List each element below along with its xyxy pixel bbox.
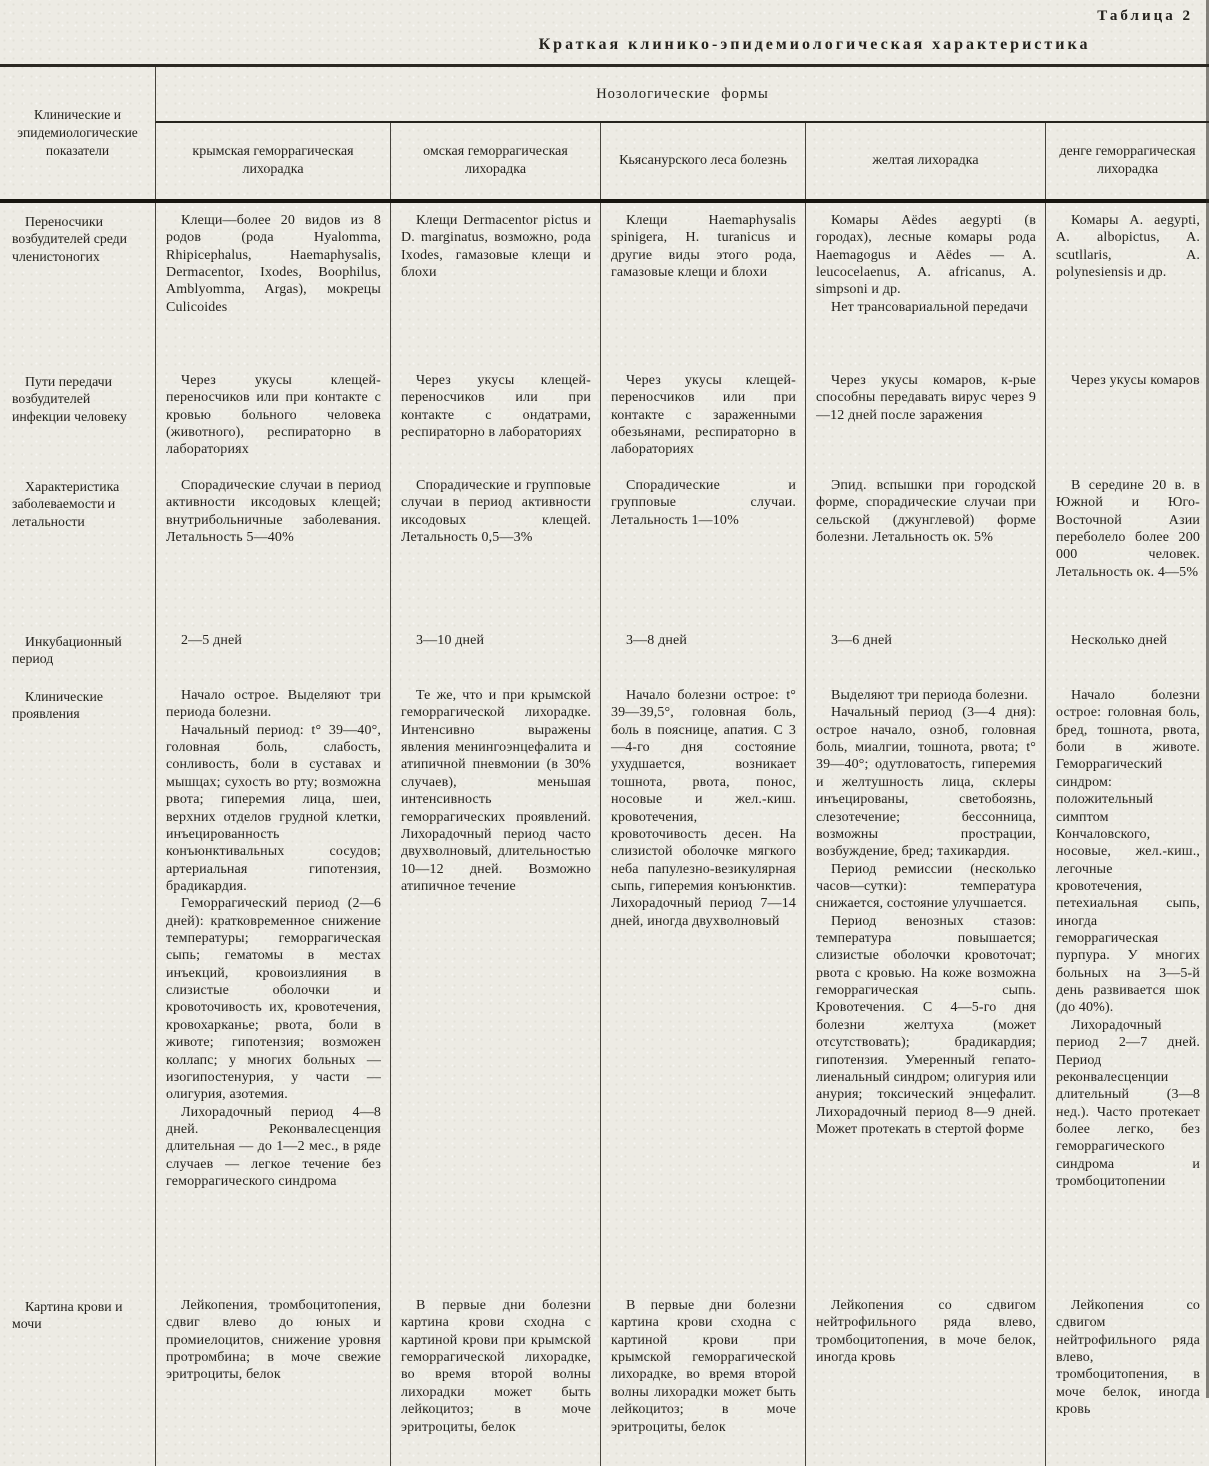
- cell: Через укусы комаров: [1045, 363, 1209, 468]
- page-title: Краткая клинико-эпидемиологическая характеристика: [538, 36, 1091, 53]
- cell: 2—5 дней: [155, 623, 390, 678]
- cell: Начало болезни острое: t° 39—39,5°, головная боль, боль в пояснице, апатия. С 3—4-го дня состояние ухудшается, возникает тошнота, рвота, понос, носовые и жел.-киш. кровотечения, кровоточивость десен. На слизистой оболочке мягкого неба папулезно-везикулярная сыпь, гиперемия конъюнктив. Лихорадочный период 7—14 дней, иногда двухволновый: [600, 678, 805, 1288]
- group-header: Нозологические формы: [155, 67, 1209, 123]
- column-header-yellow-fever: желтая лихорадка: [805, 123, 1045, 199]
- row-label: Клинические проявления: [12, 689, 103, 722]
- table-header: [0, 64, 1209, 203]
- table-row-transmission: [0, 363, 1209, 468]
- cell: Через укусы клещей-переносчиков или при контакте с зараженными обезьянами, респираторно в лабораториях: [600, 363, 805, 468]
- cell: Несколько дней: [1045, 623, 1209, 678]
- cell: Лейкопения, тромбоцитопения, сдвиг влево до юных и промиелоцитов, снижение уровня протромбина; в моче свежие эритроциты, белок: [155, 1288, 390, 1466]
- cell: Выделяют три периода болезни. Начальный период (3—4 дня): острое начало, озноб, головная боль, миалгии, тошнота, рвота; t° 39—40°; одутловатость, гиперемия и желтушность лица, склеры инъецированы, светобоязнь, слезотечение; бессонница, возможны прострации, возбуждение, бред; тахикардия. Период ремиссии (несколько часов—сутки): температура снижается, состояние улучшается. Период венозных стазов: температура повышается; слизистые оболочки кровоточат; рвота с кровью. На коже возможна геморрагическая сыпь. Кровотечения. С 4—5-го дня болезни желтуха (может отсутствовать); брадикардия; гипотензия. Умеренный гепато-лиенальный синдром; олигурия или анурия; токсический энцефалит. Лихорадочный период 8—9 дней. Может протекать в стертой форме: [805, 678, 1045, 1288]
- cell: 3—10 дней: [390, 623, 600, 678]
- cell: Клещи Haemaphysalis spinigera, H. turanicus и другие виды этого рода, гамазовые клещи и блохи: [600, 203, 805, 363]
- cell: В первые дни болезни картина крови сходна с картиной крови при крымской геморрагической лихорадке, во время второй волны лихорадки может быть лейкоцитоз; в моче эритроциты, белок: [600, 1288, 805, 1466]
- row-label: Картина крови и мочи: [12, 1299, 123, 1332]
- cell: Через укусы клещей-переносчиков или при контакте с ондатрами, респираторно в лабораториях: [390, 363, 600, 468]
- cell: 3—6 дней: [805, 623, 1045, 678]
- row-label: Инкубационный период: [12, 634, 122, 667]
- cell: Те же, что и при крымской геморрагической лихорадке. Интенсивно выражены явления менингоэнцефалита и атипичной пневмонии (в 30% случаев), меньшая интенсивность геморрагических проявлений. Лихорадочный период часто двухволновый, длительностью 10—12 дней. Возможно атипичное течение: [390, 678, 600, 1288]
- cell: В первые дни болезни картина крови сходна с картиной крови при крымской геморрагической лихорадке, во время второй волны лихорадки может быть лейкоцитоз; в моче эритроциты, белок: [390, 1288, 600, 1466]
- table-row-blood-urine: [0, 1288, 1209, 1466]
- cell: Через укусы комаров, к-рые способны передавать вирус через 9—12 дней после заражения: [805, 363, 1045, 468]
- table-row-clinical: [0, 678, 1209, 1288]
- cell: Лейкопения со сдвигом нейтрофильного ряда влево, тромбоцитопения, в моче белок, иногда кровь: [1045, 1288, 1209, 1466]
- column-header-dengue: денге геморрагическая лихорадка: [1045, 123, 1209, 199]
- comparison-table: [0, 64, 1209, 1466]
- cell: Эпид. вспышки при городской форме, спорадические случаи при сельской (джунглевой) форме болезни. Летальность ок. 5%: [805, 468, 1045, 623]
- cell: 3—8 дней: [600, 623, 805, 678]
- table-row-incubation: [0, 623, 1209, 678]
- column-header-omsk: омская геморрагическая лихорадка: [390, 123, 600, 199]
- table-number-label: Таблица 2: [1097, 8, 1193, 24]
- cell: Спорадические и групповые случаи в период активности иксодовых клещей. Летальность 0,5—3%: [390, 468, 600, 623]
- table-row-vectors: [0, 203, 1209, 363]
- cell: В середине 20 в. в Южной и Юго-Восточной Азии переболело более 200 000 человек. Летальность ок. 4—5%: [1045, 468, 1209, 623]
- column-header-crimean: крымская геморрагическая лихорадка: [155, 123, 390, 199]
- cell: Клещи Dermacentor pictus и D. marginatus, возможно, рода Ixodes, гамазовые клещи и блохи: [390, 203, 600, 363]
- cell: Спорадические и групповые случаи. Летальность 1—10%: [600, 468, 805, 623]
- cell: Клещи—более 20 видов из 8 родов (рода Hyalomma, Rhipicephalus, Haemaphysalis, Dermacentor, Ixodes, Boophilus, Amblyomma, Argas), мокрецы Culicoides: [155, 203, 390, 363]
- row-label: Пути передачи возбудителей инфекции человеку: [12, 374, 127, 424]
- cell: Комары Aëdes aegypti (в городах), лесные комары рода Haemagogus и Aëdes — A. leucocelaenus, A. africanus, A. simpsoni и др. Нет трансовариальной передачи: [805, 203, 1045, 363]
- cell: Через укусы клещей-переносчиков или при контакте с кровью больного человека (животного), респираторно в лабораториях: [155, 363, 390, 468]
- column-header-kyasanur: Кьясанурского леса болезнь: [600, 123, 805, 199]
- cell: Лейкопения со сдвигом нейтрофильного ряда влево, тромбоцитопения, в моче белок, иногда кровь: [805, 1288, 1045, 1466]
- row-label: Характеристика заболеваемости и летальности: [12, 479, 120, 529]
- table-row-morbidity: [0, 468, 1209, 623]
- cell: Спорадические случаи в период активности иксодовых клещей; внутрибольничные заболевания. Летальность 5—40%: [155, 468, 390, 623]
- cell: Начало болезни острое: головная боль, бред, тошнота, рвота, боли в животе. Геморрагический синдром: положительный симптом Кончаловского, носовые, жел.-киш., легочные кровотечения, петехиальная сыпь, иногда геморрагическая пурпура. У многих больных на 3—5-й день развивается шок (до 40%). Лихорадочный период 2—7 дней. Период реконвалесценции длительный (3—8 нед.). Часто протекает более легко, без геморрагического синдрома и тромбоцитопении: [1045, 678, 1209, 1288]
- cell: Комары A. aegypti, A. albopictus, A. scutllaris, A. polynesiensis и др.: [1045, 203, 1209, 363]
- cell: Начало острое. Выделяют три периода болезни. Начальный период: t° 39—40°, головная боль, слабость, сонливость, боли в суставах и мышцах; сухость во рту; возможна рвота; гиперемия лица, шеи, верхних отделов грудной клетки, инъецированность конъюнктивальных сосудов; артериальная гипотензия, брадикардия. Геморрагический период (2—6 дней): кратковременное снижение температуры; геморрагическая сыпь; гематомы в местах инъекций, кровоизлияния в слизистые оболочки и кровоточивость их, кровотечения, кровохарканье; рвота, боли в животе; гипотензия; возможен коллапс; у многих больных — изогипостенурия, у части — олигурия, азотемия. Лихорадочный период 4—8 дней. Реконвалесценция длительная — до 1—2 мес., в ряде случаев — легкое течение без геморрагического синдрома: [155, 678, 390, 1288]
- row-label: Переносчики возбудителей среди членистоногих: [12, 214, 128, 264]
- corner-header: Клинические и эпидемиологические показатели: [17, 107, 138, 158]
